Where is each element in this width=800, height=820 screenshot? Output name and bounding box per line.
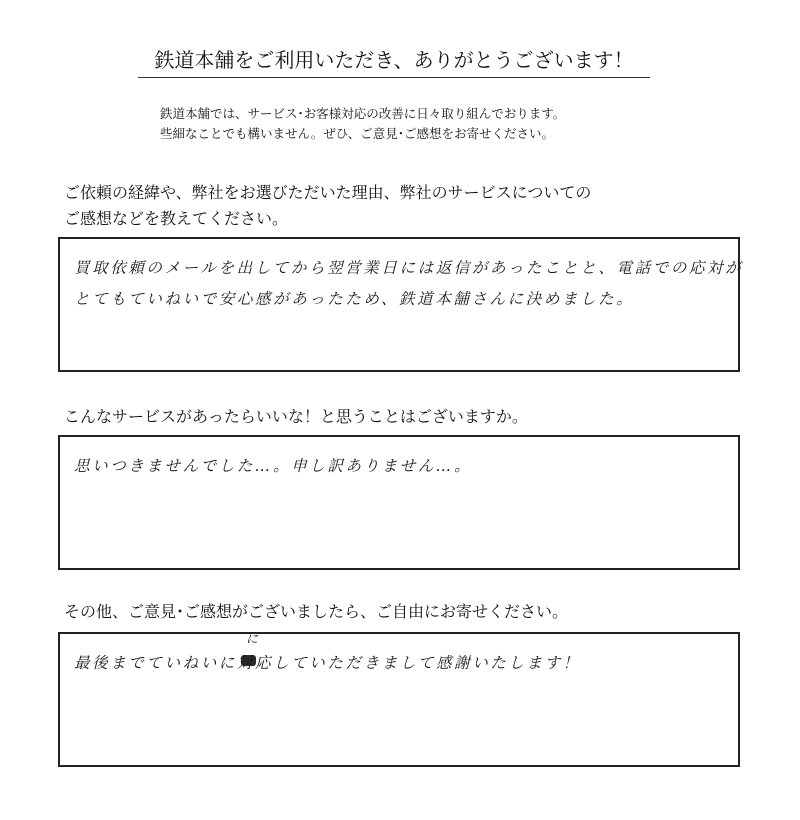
intro-line-2: 些細なことでも構いません。ぜひ、ご意見･ご感想をお寄せください。 [160,126,555,141]
answer-1-line-2: とてもていねいで安心感があったため、鉄道本舗さんに決めました。 [74,290,635,308]
question-2-line-1: こんなサービスがあったらいいな！と思うことはございますか。 [64,407,528,426]
question-1-label [64,180,591,232]
question-3-label [64,599,568,625]
answer-3-line-1: 最後までていねいに対応していただきまして感謝いたします！ [74,654,581,672]
question-2-label [64,404,528,430]
answer-1-handwriting [74,253,744,315]
insertion-mark: に [246,632,259,646]
answer-3-box[interactable] [58,632,740,767]
intro-text [160,104,565,144]
answer-3-handwriting [74,648,728,679]
answer-2-box[interactable] [58,435,740,570]
question-1-line-1: ご依頼の経緯や、弊社をお選びただいた理由、弊社のサービスについての [64,183,592,202]
question-1-line-2: ご感想などを教えてください。 [64,209,289,228]
answer-1-line-1: 買取依頼のメールを出してから翌営業日には返信があったことと、電話での応対が [74,259,744,277]
question-3-line-1: その他、ご意見･ご感想がございましたら、ご自由にお寄せください。 [64,602,569,621]
answer-2-line-1: 思いつきませんでした…。申し訳ありません…。 [74,457,473,475]
page-title: 鉄道本舗をご利用いただき、ありがとうございます！ [138,46,650,78]
answer-2-handwriting [74,451,728,482]
intro-line-1: 鉄道本舗では、サービス･お客様対応の改善に日々取り組んでおります。 [160,106,566,121]
answer-1-box[interactable] [58,237,744,372]
